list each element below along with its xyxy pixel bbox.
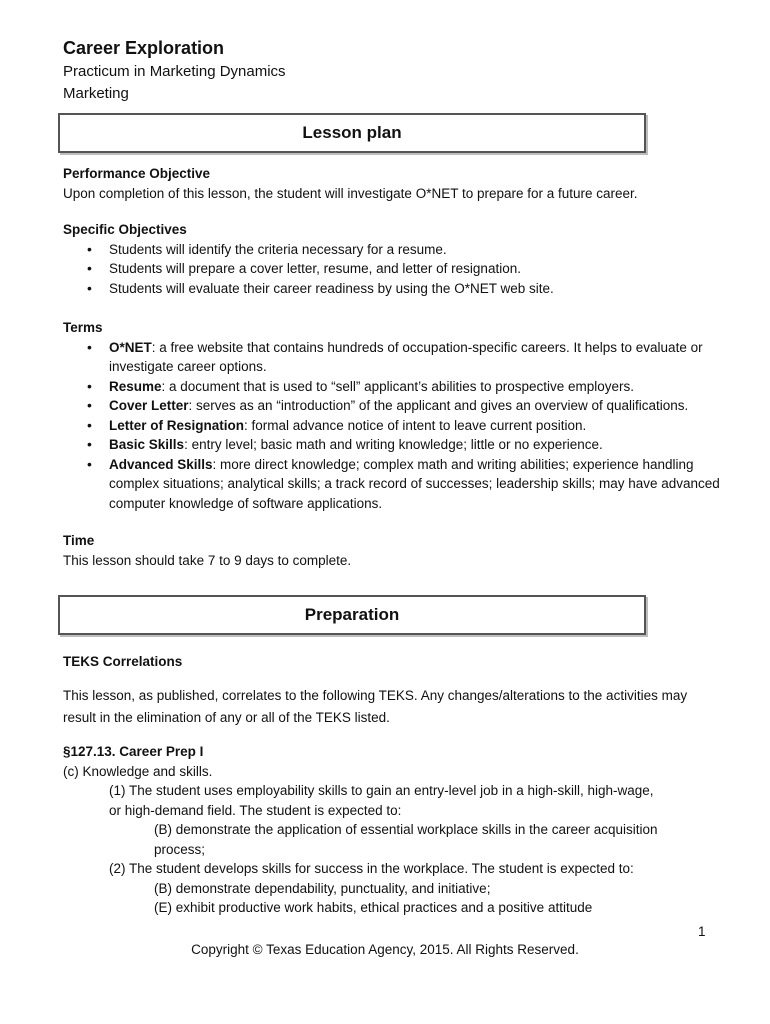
- teks-item-1b: (B) demonstrate the application of essential workplace skills in the career acquisition process;: [154, 822, 658, 857]
- copyright-footer: Copyright © Texas Education Agency, 2015. All Rights Reserved.: [191, 942, 579, 957]
- term-definition: : more direct knowledge; complex math and writing abilities; experience handling complex situations; analytical skills; a track record of successes; leadership skills; may have advanced computer knowledge of software applications.: [109, 456, 720, 511]
- term-definition: : a document that is used to “sell” applicant’s abilities to prospective employers.: [161, 378, 635, 394]
- term-definition: : formal advance notice of intent to leave current position.: [244, 417, 587, 433]
- specific-objectives-list: [63, 240, 723, 299]
- list-item: • Students will identify the criteria necessary for a resume.: [63, 240, 723, 260]
- term-item: [63, 396, 723, 416]
- term-name: Basic Skills: [109, 437, 185, 452]
- preparation-heading-box: [58, 595, 646, 635]
- performance-objective-heading: Performance Objective: [63, 166, 211, 181]
- teks-intro-text: This lesson, as published, correlates to the following TEKS. Any changes/alterations to the activities may result in the elimination of any or all of the TEKS listed.: [63, 688, 688, 725]
- term-item: [63, 455, 723, 514]
- specific-objectives-section: [63, 220, 723, 298]
- term-name: Cover Letter: [109, 398, 189, 413]
- lesson-plan-heading-box: [58, 113, 646, 153]
- teks-correlations-heading: TEKS Correlations: [63, 654, 183, 669]
- term-definition: : a free website that contains hundreds of occupation-specific careers. It helps to evaluate or investigate career options.: [109, 339, 703, 374]
- knowledge-skills-line: (c) Knowledge and skills.: [63, 763, 213, 779]
- term-definition: : serves as an “introduction” of the applicant and gives an overview of qualifications.: [188, 398, 689, 413]
- terms-section: [63, 318, 723, 513]
- course-name: Practicum in Marketing Dynamics: [63, 63, 286, 80]
- terms-list: [63, 338, 723, 514]
- page-number: 1: [698, 924, 706, 939]
- list-item: • Students will evaluate their career readiness by using the O*NET web site.: [63, 279, 723, 299]
- term-name: Resume: [109, 378, 162, 394]
- time-heading: Time: [63, 533, 95, 548]
- term-definition: : entry level; basic math and writing knowledge; little or no experience.: [184, 437, 603, 452]
- specific-objectives-heading: Specific Objectives: [63, 222, 187, 237]
- document-title: Career Exploration: [63, 38, 225, 58]
- time-text: This lesson should take 7 to 9 days to complete.: [63, 552, 352, 568]
- teks-item-2b: (B) demonstrate dependability, punctuality, and initiative;: [154, 880, 491, 896]
- teks-item-2e: (E) exhibit productive work habits, ethical practices and a positive attitude: [154, 900, 593, 915]
- standard-heading: §127.13. Career Prep I: [63, 744, 204, 759]
- performance-objective-section: [63, 164, 723, 203]
- term-name: Letter of Resignation: [109, 417, 245, 433]
- term-item: [63, 435, 723, 455]
- standard-section: [63, 742, 723, 918]
- list-item: • Students will prepare a cover letter, resume, and letter of resignation.: [63, 259, 723, 279]
- terms-heading: Terms: [63, 320, 103, 335]
- teks-item-1: (1) The student uses employability skills to gain an entry-level job in a high-skill, high-wage, or high-demand field. The student is expected to:: [109, 783, 654, 818]
- lesson-plan-heading: Lesson plan: [302, 123, 402, 143]
- term-name: O*NET: [109, 339, 152, 355]
- performance-objective-text: Upon completion of this lesson, the student will investigate O*NET to prepare for a future career.: [63, 185, 638, 201]
- time-section: [63, 531, 723, 570]
- teks-item-2: (2) The student develops skills for success in the workplace. The student is expected to:: [109, 861, 634, 876]
- term-item: [63, 377, 723, 397]
- term-item: [63, 416, 723, 436]
- term-item: [63, 338, 723, 377]
- term-name: Advanced Skills: [109, 456, 213, 472]
- cluster-name: Marketing: [63, 85, 129, 102]
- preparation-heading: Preparation: [304, 605, 400, 625]
